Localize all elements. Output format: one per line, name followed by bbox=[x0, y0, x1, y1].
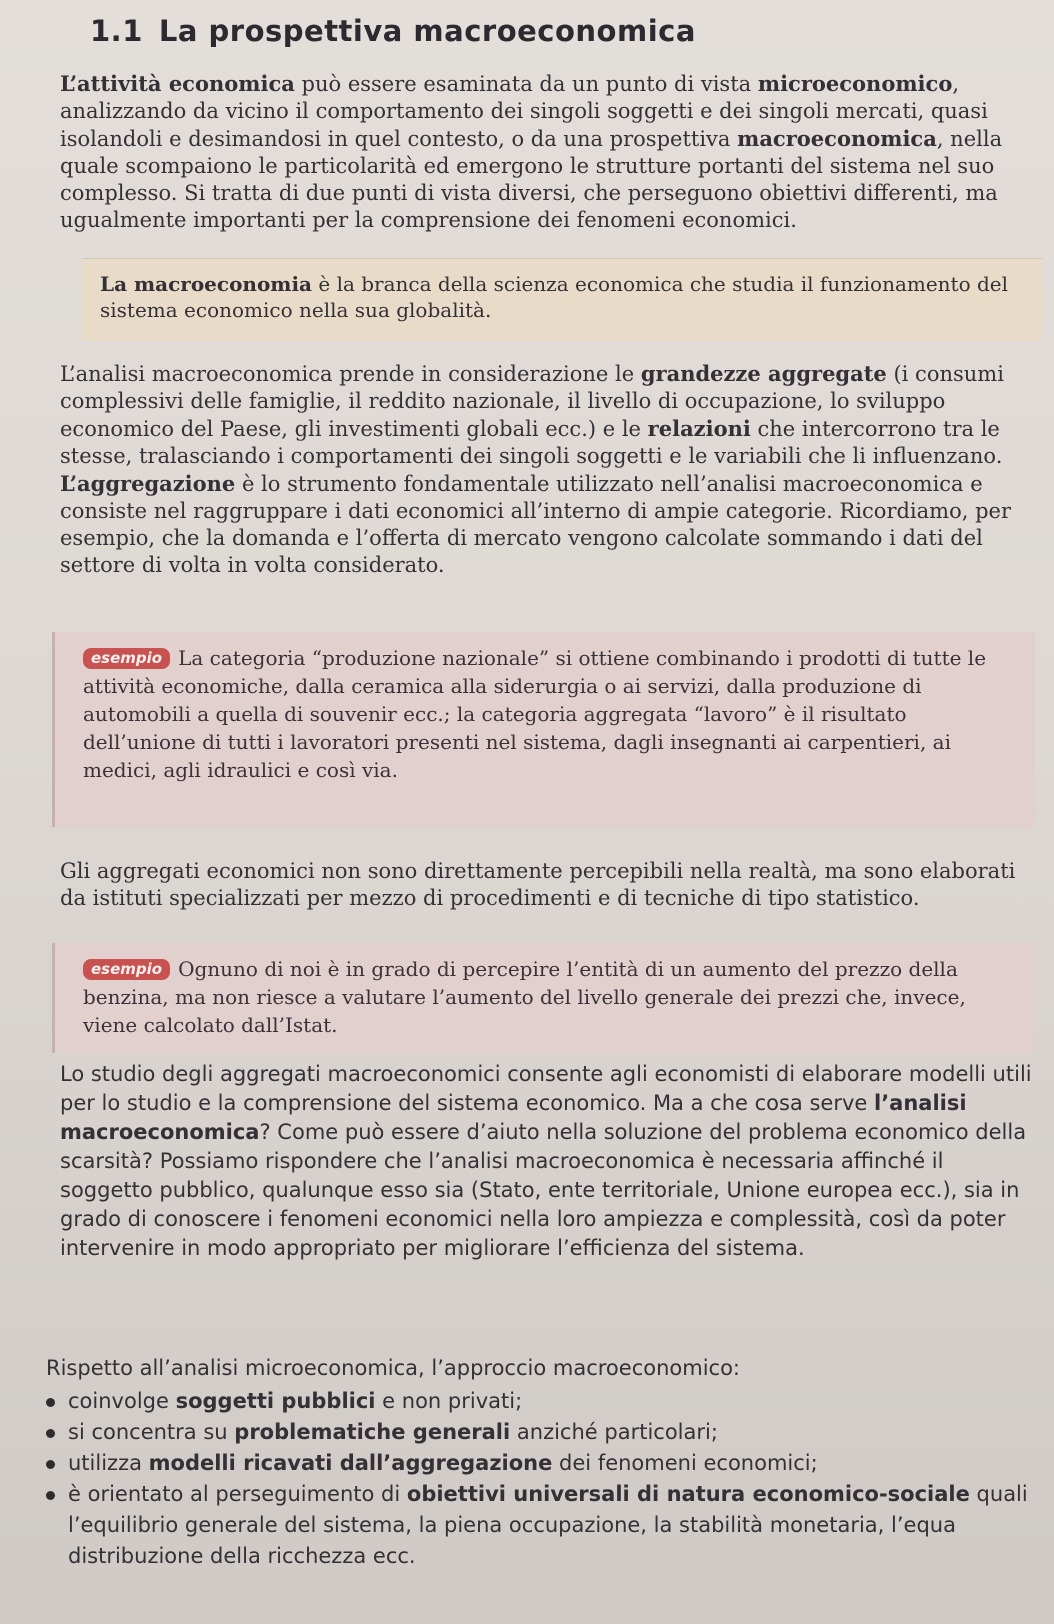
comparison-list bbox=[46, 1386, 1036, 1572]
analysis-term-relations: relazioni bbox=[647, 416, 751, 441]
list-item bbox=[46, 1479, 1036, 1572]
intro-micro-term: microeconomico bbox=[757, 71, 953, 96]
study-text-1: Lo studio degli aggregati macroeconomici consente agli economisti di elaborare modelli utili per lo studio e la comprensione del sistema economico. Ma a che cosa serve bbox=[60, 1062, 1032, 1115]
example-1-text: La categoria “produzione nazionale” si ottiene combinando i prodotti di tutte le attività economiche, dalla ceramica alla siderurgia o ai servizi, dalla produzione di automobili a quella di souvenir ecc.; la categoria aggregata “lavoro” è il risultato dell’unione di tutti i lavoratori presenti nel sistema, dagli insegnanti ai carpentieri, ai medici, agli idraulici e così via. bbox=[83, 646, 987, 782]
analysis-term-aggregation: L’aggregazione bbox=[60, 471, 236, 496]
example-box-1 bbox=[52, 632, 1035, 827]
analysis-term-aggregates: grandezze aggregate bbox=[640, 361, 887, 386]
comparison-intro: Rispetto all’analisi microeconomica, l’approccio macroeconomico: bbox=[46, 1356, 741, 1380]
item-text: quali l’equilibrio generale del sistema, la piena occupazione, la stabilità monetaria, l’equa distribuzione della ricchezza ecc. bbox=[68, 1482, 1028, 1568]
item-text: coinvolge bbox=[68, 1389, 176, 1413]
section-number: 1.1 bbox=[90, 14, 143, 48]
example-2-text: Ognuno di noi è in grado di percepire l’entità di un aumento del prezzo della benzina, ma non riesce a valutare l’aumento del livello generale dei prezzi che, invece, viene calcolato dall’Istat. bbox=[83, 957, 966, 1037]
bullet-icon bbox=[46, 1398, 55, 1407]
example-box-2 bbox=[52, 943, 1035, 1053]
intro-text-3: , nella quale scompaiono le particolarità ed emergono le strutture portanti del sistema nel suo complesso. Si tratta di due punti di vista diversi, che perseguono obiettivi differenti, ma ugualmente importanti per la comprensione dei fenomeni economici. bbox=[60, 127, 1003, 232]
intro-lead-term: L’attività economica bbox=[60, 71, 295, 96]
analysis-text-3: che intercorrono tra le stesse, tralasciando i comportamenti dei singoli soggetti e le variabili che li influenzano. bbox=[60, 417, 1003, 468]
intro-text-2: , analizzando da vicino il comportamento dei singoli soggetti e dei singoli mercati, quasi isolandoli e desimandosi in quel contesto, o da una prospettiva bbox=[60, 72, 988, 151]
item-text: utilizza bbox=[68, 1451, 149, 1475]
study-term-macro-analysis: l’analisi macroeconomica bbox=[60, 1091, 967, 1144]
study-paragraph bbox=[60, 1060, 1035, 1263]
bullet-icon bbox=[46, 1429, 55, 1438]
intro-macro-term: macroeconomica bbox=[737, 126, 937, 151]
aggregates-paragraph: Gli aggregati economici non sono direttamente percepibili nella realtà, ma sono elaborati da istituti specializzati per mezzo di procedimenti e di tecniche di tipo statistico. bbox=[60, 859, 1016, 910]
analysis-text-2: (i consumi complessivi delle famiglie, il reddito nazionale, il livello di occupazione, lo sviluppo economico del Paese, gli investimenti globali ecc.) e le bbox=[60, 362, 1004, 441]
analysis-text-4: è lo strumento fondamentale utilizzato nell’analisi macroeconomica e consiste nel raggruppare i dati economici all’interno di ampie categorie. Ricordiamo, per esempio, che la domanda e l’offerta di mercato vengono calcolate sommando i dati del settore di volta in volta considerato. bbox=[60, 472, 1011, 577]
item-text: dei fenomeni economici; bbox=[552, 1451, 818, 1475]
item-text: è orientato al perseguimento di bbox=[68, 1482, 407, 1506]
list-item bbox=[46, 1448, 1036, 1479]
bullet-icon bbox=[46, 1460, 55, 1469]
analysis-paragraph bbox=[60, 360, 1030, 579]
section-heading-text: La prospettiva macroeconomica bbox=[158, 14, 696, 48]
example-badge: esempio bbox=[83, 959, 170, 980]
example-badge: esempio bbox=[83, 648, 170, 669]
section-title bbox=[90, 14, 696, 48]
item-text: anziché particolari; bbox=[510, 1420, 718, 1444]
list-item bbox=[46, 1417, 1036, 1448]
bullet-icon bbox=[46, 1491, 55, 1500]
item-bold: obiettivi universali di natura economico-sociale bbox=[406, 1482, 970, 1506]
definition-text bbox=[82, 259, 1042, 323]
analysis-text-1: L’analisi macroeconomica prende in considerazione le bbox=[60, 362, 641, 386]
item-bold: soggetti pubblici bbox=[175, 1389, 376, 1413]
intro-paragraph bbox=[60, 70, 1030, 234]
example-1-content bbox=[55, 632, 1035, 784]
item-text: e non privati; bbox=[375, 1389, 523, 1413]
study-text-2: ? Come può essere d’aiuto nella soluzione del problema economico della scarsità? Possiamo rispondere che l’analisi macroeconomica è necessaria affinché il soggetto pubblico, qualunque esso sia (Stato, ente territoriale, Unione europea ecc.), sia in grado di conoscere i fenomeni economici nella loro ampiezza e complessità, così da poter intervenire in modo appropriato per migliorare l’efficienza del sistema. bbox=[60, 1120, 1027, 1260]
intro-text-1: può essere esaminata da un punto di vista bbox=[294, 72, 758, 96]
item-bold: problematiche generali bbox=[234, 1420, 511, 1444]
definition-body: è la branca della scienza economica che studia il funzionamento del sistema economico nella sua globalità. bbox=[100, 272, 1009, 322]
list-item bbox=[46, 1386, 1036, 1417]
item-bold: modelli ricavati dall’aggregazione bbox=[148, 1451, 553, 1475]
definition-term: La macroeconomia bbox=[100, 272, 313, 296]
example-2-content bbox=[55, 943, 1035, 1039]
item-text: si concentra su bbox=[68, 1420, 235, 1444]
definition-box bbox=[82, 258, 1042, 341]
